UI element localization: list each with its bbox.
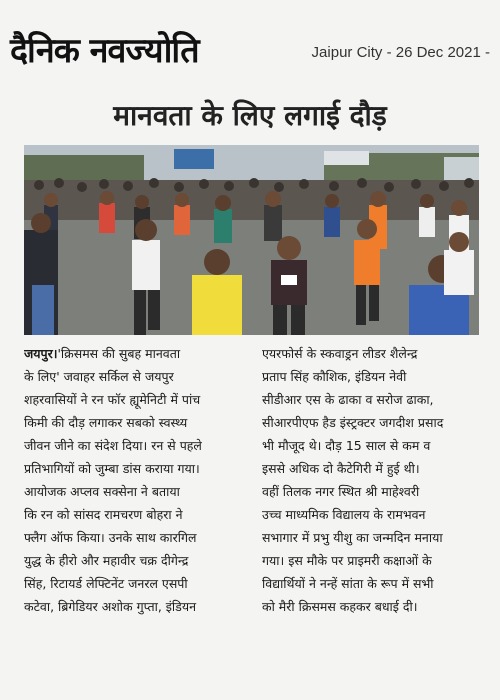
article-line: कि रन को सांसद रामचरण बोहरा ने [24, 507, 183, 522]
article-body [24, 342, 484, 614]
dateline-separator: - [485, 44, 490, 61]
article-line: सभागार में प्रभु यीशु का जन्मदिन मनाया [262, 530, 443, 545]
article-line: युद्ध के हीरो और महावीर चक्र दीगेन्द्र [24, 553, 189, 568]
article-line: प्रतिभागियों को जुम्बा डांस कराया गया। [24, 461, 200, 476]
article-line: इससे अधिक दो कैटेगिरी में हुई थी। [262, 461, 420, 476]
edition-dateline [312, 44, 490, 61]
article-line: भी मौजूद थे। दौड़ 15 साल से कम व [262, 438, 431, 453]
edition-date: 26 Dec 2021 [395, 44, 481, 61]
headline: मानवता के लिए लगाई दौड़ [113, 99, 387, 132]
edition-name: Jaipur City [311, 44, 383, 61]
article-dateline-city: जयपुर। [24, 346, 58, 361]
news-photo-runners [24, 145, 479, 335]
article-line: को मैरी क्रिसमस कहकर बधाई दी। [262, 599, 418, 614]
article-line: वहीं तिलक नगर स्थित श्री माहेश्वरी [262, 484, 420, 499]
article-line: किमी की दौड़ लगाकर सबको स्वस्थ्य [24, 415, 188, 430]
article-line: एयरफोर्स के स्कवाड्रन लीडर शैलेन्द्र [262, 346, 418, 361]
article-line [24, 342, 246, 365]
paper-name: दैनिक नवज्योति [10, 31, 199, 71]
masthead [10, 26, 490, 82]
article-line: आयोजक अप्लव सक्सेना ने बताया [24, 484, 180, 499]
article-line: प्रताप सिंह कौशिक, इंडियन नेवी [262, 369, 407, 384]
article-line: कटेवा, ब्रिगेडियर अशोक गुप्ता, इंडियन [24, 599, 197, 614]
article-line-text: 'क्रिसमस की सुबह मानवता [57, 346, 181, 361]
dateline-separator: - [386, 44, 396, 61]
article-line: सिंह, रिटायर्ड लेफ्टिनेंट जनरल एसपी [24, 576, 188, 591]
photo-illustration [24, 145, 479, 335]
article-line: शहरवासियों ने रन फॉर ह्यूमेनिटी में पांच [24, 392, 201, 407]
article-column-left [24, 342, 246, 618]
article-column-right [262, 342, 484, 618]
article-line: गया। इस मौके पर प्राइमरी कक्षाओं के [262, 553, 432, 568]
article-line: विद्यार्थियों ने नन्हें सांता के रूप में सभी [262, 576, 434, 591]
article-line: सीआरपीएफ हैड इंस्ट्रक्टर जगदीश प्रसाद [262, 415, 444, 430]
article-line: जीवन जीने का संदेश दिया। रन से पहले [24, 438, 202, 453]
article-line: फ्लैग ऑफ किया। उनके साथ कारगिल [24, 530, 197, 545]
article-line: उच्च माध्यमिक विद्यालय के रामभवन [262, 507, 426, 522]
article-line: के लिए' जवाहर सर्किल से जयपुर [24, 369, 174, 384]
article-line: सीडीआर एस के ढाका व सरोज ढाका, [262, 392, 434, 407]
